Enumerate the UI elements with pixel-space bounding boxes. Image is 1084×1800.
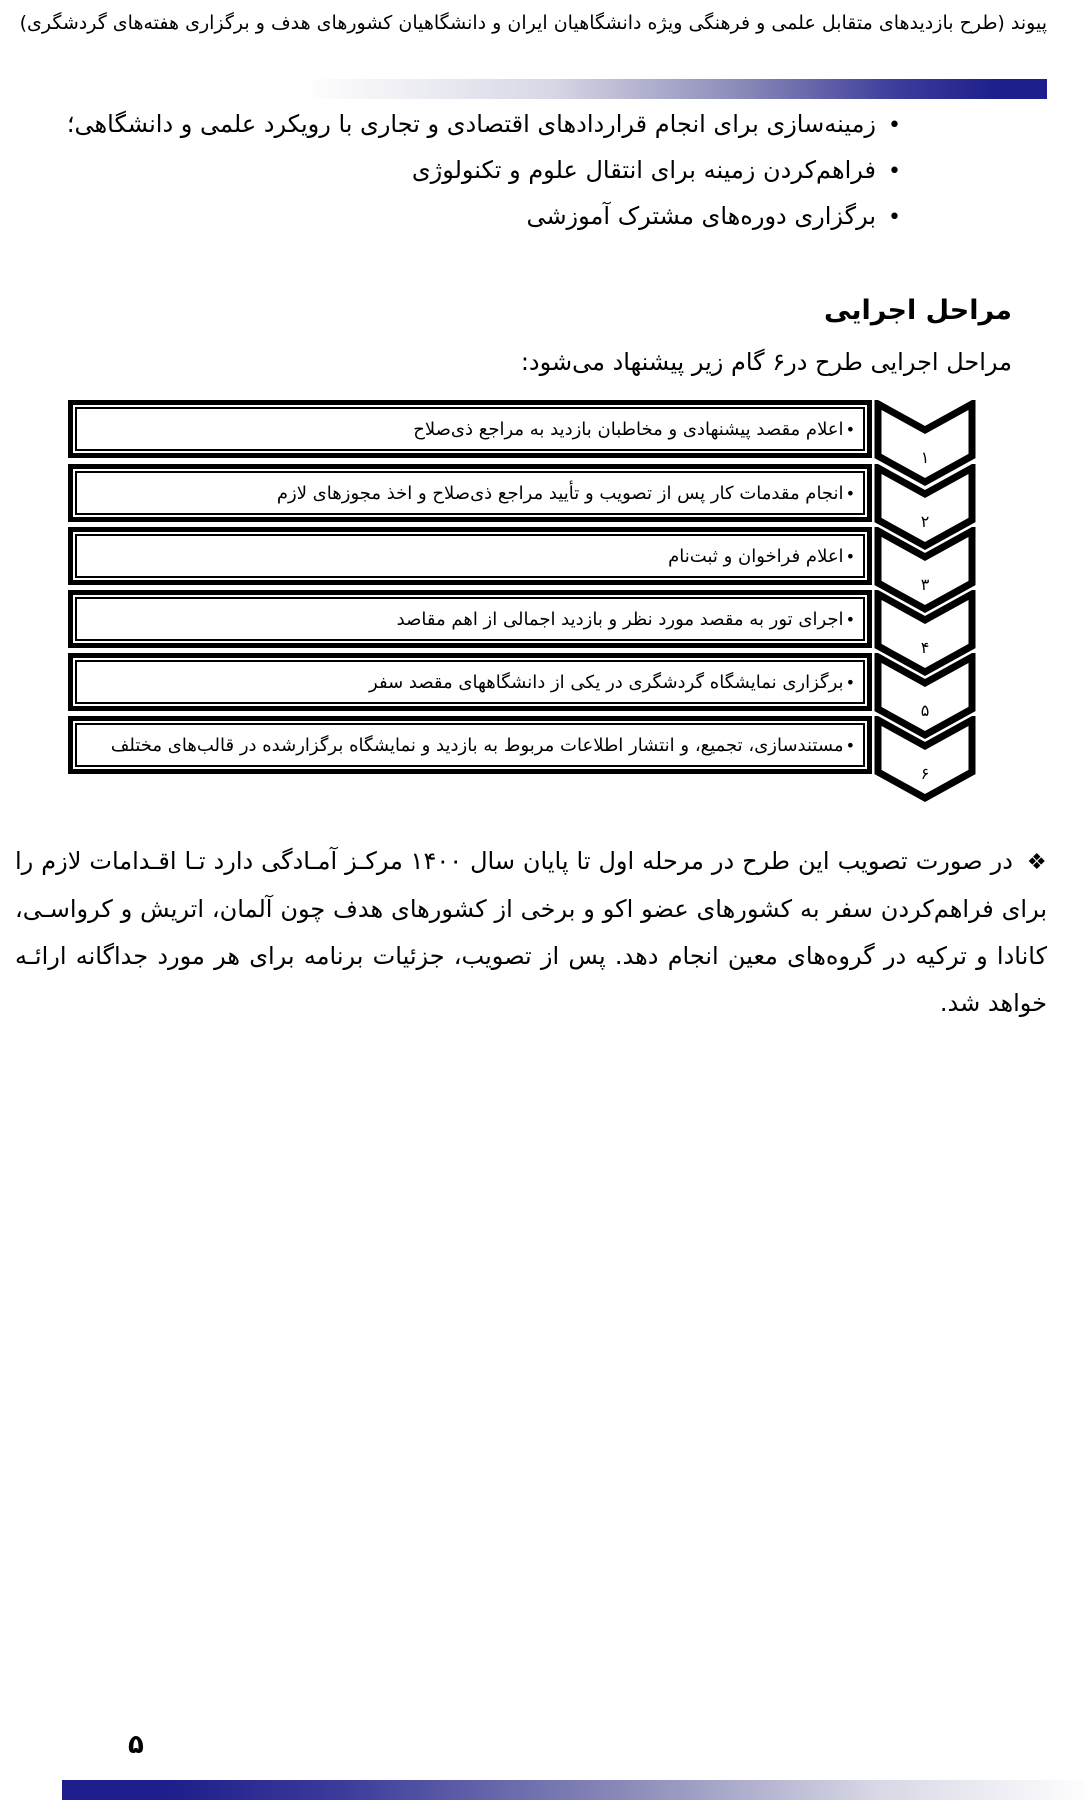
step-number: ۳ [920, 575, 930, 594]
step-box-content [75, 407, 865, 451]
bottom-gradient-bar [62, 1780, 1084, 1800]
bullet-icon: • [845, 735, 855, 755]
step-text: اجرای تور به مقصد مورد نظر و بازدید اجمالی از اهم مقاصد [396, 608, 844, 630]
diamond-bullet-icon: ❖ [1026, 850, 1047, 875]
step-number: ۱ [920, 448, 930, 467]
step-text: انجام مقدمات کار پس از تصویب و تأیید مراجع ذی‌صلاح و اخذ مجوزهای لازم [276, 482, 844, 504]
step-row [68, 400, 976, 486]
bullet-icon: • [845, 546, 855, 566]
step-text: برگزاری نمایشگاه گردشگری در یکی از دانشگاههای مقصد سفر [369, 671, 844, 693]
page-number: ۵ [128, 1730, 144, 1760]
top-gradient-bar [91, 79, 1047, 99]
note-text: در صورت تصویب این طرح در مرحله اول تا پایان سال ۱۴۰۰ مرکـز آمـادگی دارد تـا اقـدامات لازم را برای فراهم‌کردن سفر به کشورهای عضو اکو و برخی از کشورهای هدف چون آلمان، اتریش و کرواسـی، کانادا و ترکیه در گروه‌های معین انجام دهد. پس از تصویب، جزئیات برنامه برای هر مورد جداگانه ارائـه خواهد شد. [15, 847, 1047, 1017]
step-chevron-badge [874, 400, 976, 486]
chevron-down-icon [874, 400, 976, 486]
bullet-icon: • [888, 159, 901, 184]
bullet-icon: • [845, 672, 855, 692]
list-item [60, 194, 901, 240]
page-header-text: پیوند (طرح بازدیدهای متقابل علمی و فرهنگی ویژه دانشگاهیان ایران و دانشگاهیان کشورهای هدف و برگزاری هفته‌های گردشگری) [19, 12, 1047, 34]
step-number: ۲ [920, 512, 930, 531]
list-item-text: زمینه‌سازی برای انجام قراردادهای اقتصادی و تجاری با رویکرد علمی و دانشگاهی؛ [66, 110, 877, 138]
step-box [68, 400, 872, 458]
benefits-bullet-list [60, 102, 901, 240]
list-item [60, 102, 901, 148]
list-item [60, 148, 901, 194]
bullet-icon: • [888, 205, 901, 230]
bullet-icon: • [845, 483, 855, 503]
list-item-text: برگزاری دوره‌های مشترک آموزشی [526, 202, 877, 230]
step-number: ۴ [920, 638, 930, 657]
step-text: مستندسازی، تجمیع، و انتشار اطلاعات مربوط به بازدید و نمایشگاه برگزارشده در قالب‌های مختلف [110, 734, 844, 756]
section-heading: مراحل اجرایی [824, 295, 1012, 326]
list-item-text: فراهم‌کردن زمینه برای انتقال علوم و تکنولوژی [411, 156, 877, 184]
step-number: ۵ [920, 701, 930, 720]
bullet-icon: • [888, 113, 901, 138]
bullet-icon: • [845, 609, 855, 629]
section-intro-text: مراحل اجرایی طرح در۶ گام زیر پیشنهاد می‌شود: [520, 348, 1012, 376]
bullet-icon: • [845, 419, 855, 439]
note-paragraph [15, 838, 1047, 1027]
step-text: اعلام مقصد پیشنهادی و مخاطبان بازدید به مراجع ذی‌صلاح [413, 418, 844, 440]
step-number: ۶ [920, 764, 930, 783]
step-text: اعلام فراخوان و ثبت‌نام [668, 545, 844, 567]
steps-diagram [0, 400, 1084, 810]
